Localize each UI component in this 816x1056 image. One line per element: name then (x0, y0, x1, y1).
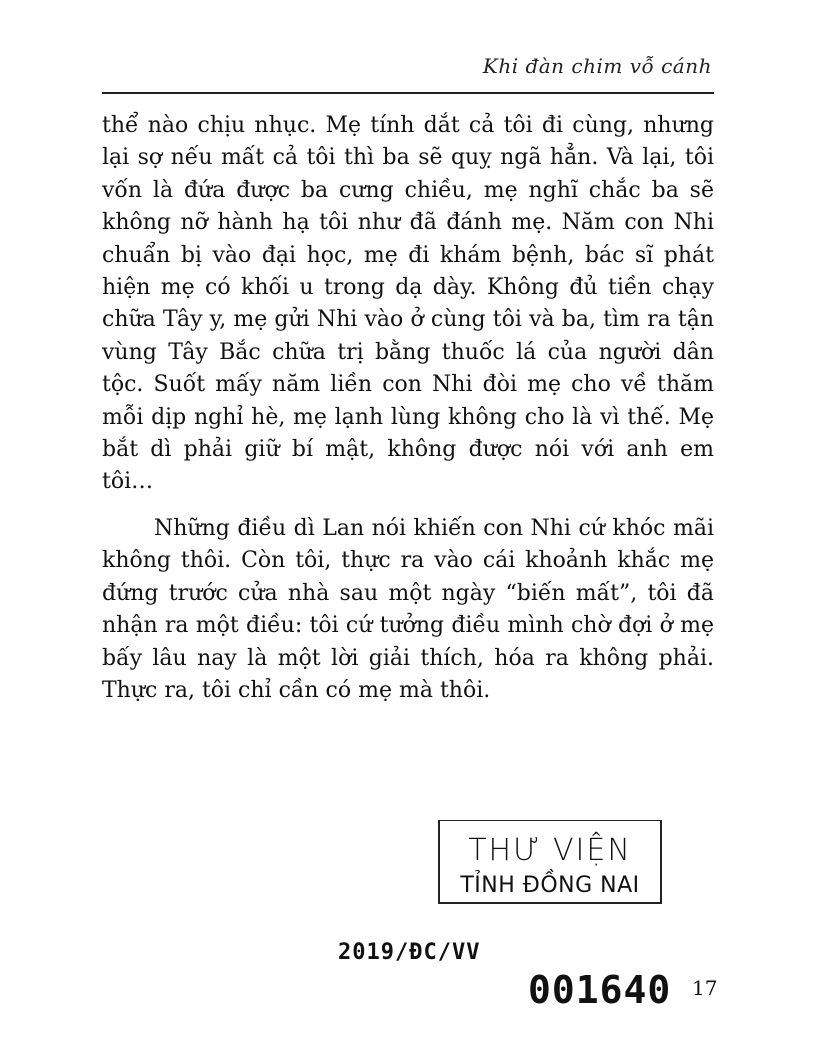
body-text (102, 110, 714, 707)
stamp-province-label: TỈNH ĐỒNG NAI (460, 873, 640, 898)
paragraph-1: thể nào chịu nhục. Mẹ tính dắt cả tôi đi cùng, nhưng lại sợ nếu mất cả tôi thì ba sẽ quỵ ngã hẳn. Và lại, tôi vốn là đứa được ba cưng chiều, mẹ nghĩ chắc ba sẽ không nỡ hành hạ tôi như đã đánh mẹ. Năm con Nhi chuẩn bị vào đại học, mẹ đi khám bệnh, bác sĩ phát hiện mẹ có khối u trong dạ dày. Không đủ tiền chạy chữa Tây y, mẹ gửi Nhi vào ở cùng tôi và ba, tìm ra tận vùng Tây Bắc chữa trị bằng thuốc lá của người dân tộc. Suốt mấy năm liền con Nhi đòi mẹ cho về thăm mỗi dịp nghỉ hè, mẹ lạnh lùng không cho là vì thế. Mẹ bắt dì phải giữ bí mật, không được nói với anh em tôi… (102, 113, 714, 495)
paragraph-2: Những điều dì Lan nói khiến con Nhi cứ khóc mãi không thôi. Còn tôi, thực ra vào cái khoảnh khắc mẹ đứng trước cửa nhà sau một ngày “biến mất”, tôi đã nhận ra một điều: tôi cứ tưởng điều mình chờ đợi ở mẹ bấy lâu nay là một lời giải thích, hóa ra không phải. Thực ra, tôi chỉ cần có mẹ mà thôi. (102, 515, 714, 703)
header-divider (102, 92, 714, 94)
accession-number: 001640 (528, 968, 672, 1012)
stamp-library-label: THƯ VIỆN (468, 833, 632, 868)
library-stamp (438, 820, 662, 904)
running-title: Khi đàn chim vỗ cánh (482, 54, 712, 78)
page-number: 17 (692, 976, 718, 1000)
call-number: 2019/ĐC/VV (338, 940, 481, 965)
